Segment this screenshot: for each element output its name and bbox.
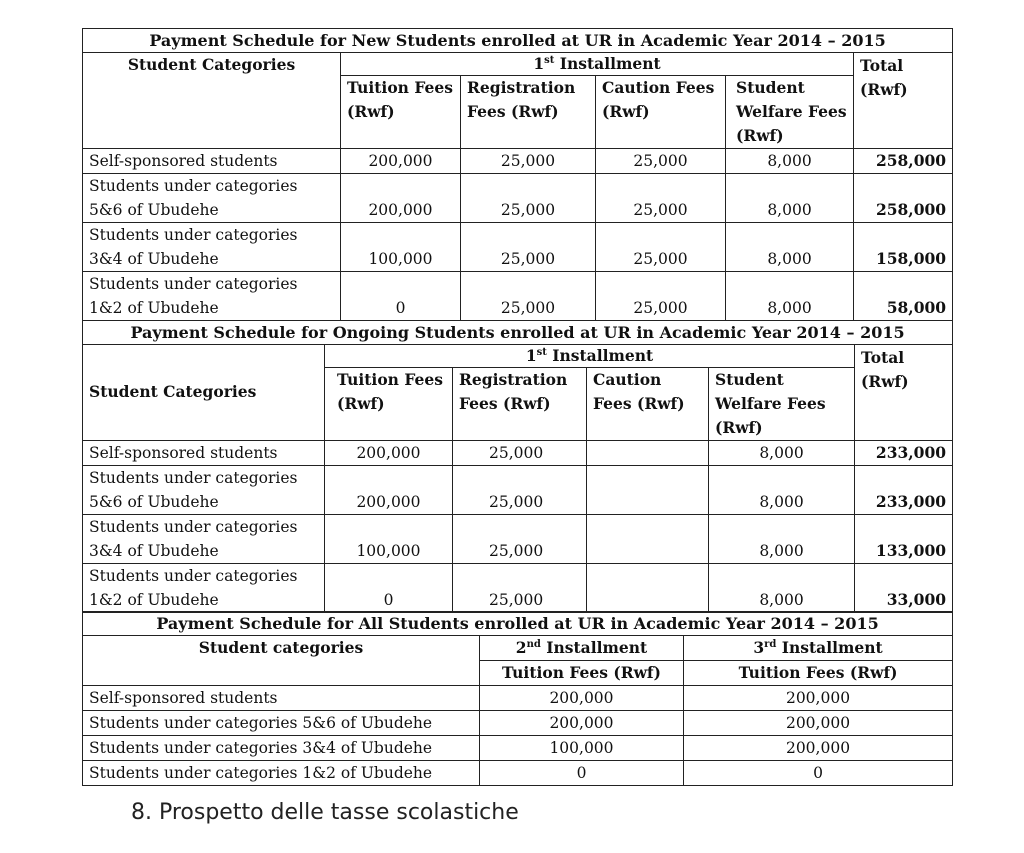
table-row bbox=[83, 686, 953, 711]
total-cell: 33,000 bbox=[855, 563, 953, 612]
ongoing-registration-header: Registration Fees (Rwf) bbox=[453, 367, 587, 440]
second-installment-cell: 200,000 bbox=[480, 686, 684, 711]
table-row bbox=[83, 563, 953, 612]
tuition-cell: 100,000 bbox=[325, 514, 453, 563]
total-cell: 58,000 bbox=[854, 272, 953, 321]
caution-cell: 25,000 bbox=[596, 223, 726, 272]
category-cell: Students under categories 3&4 of Ubudehe bbox=[83, 514, 325, 563]
registration-cell: 25,000 bbox=[453, 465, 587, 514]
table-row bbox=[83, 440, 953, 465]
caution-cell bbox=[587, 465, 709, 514]
all-students-table bbox=[82, 611, 953, 786]
caution-cell bbox=[587, 514, 709, 563]
third-installment-cell: 200,000 bbox=[684, 736, 953, 761]
third-installment-cell: 200,000 bbox=[684, 711, 953, 736]
second-installment-cell: 0 bbox=[480, 761, 684, 786]
total-cell: 233,000 bbox=[855, 440, 953, 465]
table-row bbox=[83, 174, 953, 223]
category-cell: Students under categories 5&6 of Ubudehe bbox=[83, 711, 480, 736]
table-row bbox=[83, 761, 953, 786]
welfare-cell: 8,000 bbox=[709, 440, 855, 465]
third-installment-cell: 0 bbox=[684, 761, 953, 786]
table-row bbox=[83, 223, 953, 272]
tuition-cell: 200,000 bbox=[341, 174, 461, 223]
registration-cell: 25,000 bbox=[461, 149, 596, 174]
welfare-cell: 8,000 bbox=[709, 563, 855, 612]
welfare-cell: 8,000 bbox=[726, 174, 854, 223]
tuition-cell: 0 bbox=[341, 272, 461, 321]
caution-cell: 25,000 bbox=[596, 272, 726, 321]
category-cell: Students under categories 1&2 of Ubudehe bbox=[83, 272, 341, 321]
figure-caption: 8. Prospetto delle tasse scolastiche bbox=[131, 800, 519, 825]
category-cell: Students under categories 1&2 of Ubudehe bbox=[83, 761, 480, 786]
category-cell: Students under categories 3&4 of Ubudehe bbox=[83, 736, 480, 761]
total-cell: 258,000 bbox=[854, 174, 953, 223]
category-cell: Students under categories 1&2 of Ubudehe bbox=[83, 563, 325, 612]
new-installment-header: 1st Installment bbox=[341, 53, 854, 76]
welfare-cell: 8,000 bbox=[709, 514, 855, 563]
tuition-cell: 200,000 bbox=[341, 149, 461, 174]
category-cell: Students under categories 3&4 of Ubudehe bbox=[83, 223, 341, 272]
ongoing-caution-header: Caution Fees (Rwf) bbox=[587, 367, 709, 440]
welfare-cell: 8,000 bbox=[726, 223, 854, 272]
caution-cell: 25,000 bbox=[596, 149, 726, 174]
third-installment-cell: 200,000 bbox=[684, 686, 953, 711]
category-cell: Self-sponsored students bbox=[83, 440, 325, 465]
all-students-title: Payment Schedule for All Students enrolled at UR in Academic Year 2014 – 2015 bbox=[83, 612, 953, 636]
table-row bbox=[83, 272, 953, 321]
registration-cell: 25,000 bbox=[461, 174, 596, 223]
second-installment-cell: 100,000 bbox=[480, 736, 684, 761]
second-installment-cell: 200,000 bbox=[480, 711, 684, 736]
welfare-cell: 8,000 bbox=[726, 149, 854, 174]
new-category-header: Student Categories bbox=[83, 53, 341, 149]
registration-cell: 25,000 bbox=[453, 440, 587, 465]
tuition-cell: 200,000 bbox=[325, 465, 453, 514]
tuition-cell: 100,000 bbox=[341, 223, 461, 272]
welfare-cell: 8,000 bbox=[709, 465, 855, 514]
third-tuition-header: Tuition Fees (Rwf) bbox=[684, 661, 953, 686]
table-row bbox=[83, 711, 953, 736]
tuition-cell: 200,000 bbox=[325, 440, 453, 465]
fee-schedule-document bbox=[82, 28, 952, 786]
new-registration-header: Registration Fees (Rwf) bbox=[461, 76, 596, 149]
ongoing-students-title: Payment Schedule for Ongoing Students enrolled at UR in Academic Year 2014 – 2015 bbox=[83, 320, 953, 344]
new-caution-header: Caution Fees (Rwf) bbox=[596, 76, 726, 149]
third-installment-header: 3rd Installment bbox=[684, 636, 953, 661]
new-total-header: Total (Rwf) bbox=[854, 53, 953, 149]
second-installment-header: 2nd Installment bbox=[480, 636, 684, 661]
second-tuition-header: Tuition Fees (Rwf) bbox=[480, 661, 684, 686]
table-row bbox=[83, 514, 953, 563]
new-students-table bbox=[82, 28, 953, 321]
category-cell: Self-sponsored students bbox=[83, 149, 341, 174]
total-cell: 233,000 bbox=[855, 465, 953, 514]
total-cell: 158,000 bbox=[854, 223, 953, 272]
all-category-header: Student categories bbox=[83, 636, 480, 686]
new-students-title: Payment Schedule for New Students enrolled at UR in Academic Year 2014 – 2015 bbox=[83, 29, 953, 53]
category-cell: Students under categories 5&6 of Ubudehe bbox=[83, 174, 341, 223]
ongoing-total-header: Total (Rwf) bbox=[855, 344, 953, 440]
caution-cell bbox=[587, 440, 709, 465]
total-cell: 133,000 bbox=[855, 514, 953, 563]
ongoing-installment-header: 1st Installment bbox=[325, 344, 855, 367]
table-row bbox=[83, 736, 953, 761]
ongoing-category-header: Student Categories bbox=[83, 344, 325, 440]
total-cell: 258,000 bbox=[854, 149, 953, 174]
registration-cell: 25,000 bbox=[461, 223, 596, 272]
ongoing-welfare-header: Student Welfare Fees (Rwf) bbox=[709, 367, 855, 440]
ongoing-students-table bbox=[82, 320, 953, 613]
category-cell: Self-sponsored students bbox=[83, 686, 480, 711]
table-row bbox=[83, 149, 953, 174]
welfare-cell: 8,000 bbox=[726, 272, 854, 321]
tuition-cell: 0 bbox=[325, 563, 453, 612]
category-cell: Students under categories 5&6 of Ubudehe bbox=[83, 465, 325, 514]
new-welfare-header: Student Welfare Fees (Rwf) bbox=[726, 76, 854, 149]
new-tuition-header: Tuition Fees (Rwf) bbox=[341, 76, 461, 149]
ongoing-tuition-header: Tuition Fees (Rwf) bbox=[325, 367, 453, 440]
caution-cell: 25,000 bbox=[596, 174, 726, 223]
registration-cell: 25,000 bbox=[461, 272, 596, 321]
registration-cell: 25,000 bbox=[453, 514, 587, 563]
caution-cell bbox=[587, 563, 709, 612]
registration-cell: 25,000 bbox=[453, 563, 587, 612]
table-row bbox=[83, 465, 953, 514]
